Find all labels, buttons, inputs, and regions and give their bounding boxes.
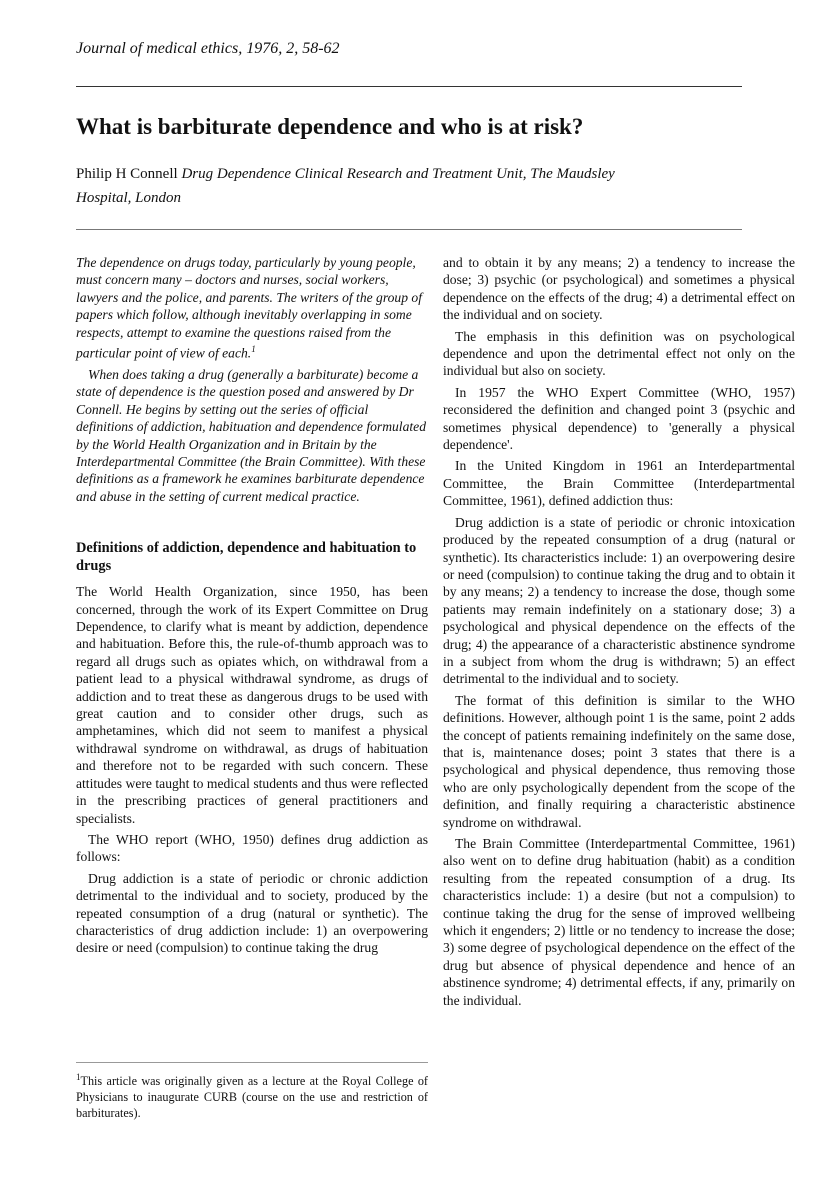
quoted-definition: Drug addiction is a state of periodic or chronic intoxication produced by the repeated consumption of a drug (natural or synthetic). Its characteristics include: 1) an overpowering desire or need (compulsion) to continue taking the drug and to obtain it by any means; 2) a tendency to increase the dose, though some patients may remain indefinitely on a stationary dose; 3) a psychological and physical dependence on the effects of the drug; 4) the appearance of a characteristic abstinence syndrome in a subject from whom the drug is withdrawn; 5) an effect detrimental to the individual and to society. [443, 514, 795, 687]
body-paragraph: The emphasis in this definition was on psychological dependence and upon the detrimental effect not only on the individual but also on society. [443, 328, 795, 379]
body-paragraph: In the United Kingdom in 1961 an Interdepartmental Committee, the Brain Committee (Interdepartmental Committee, 1961), defined addiction thus: [443, 458, 795, 509]
body-paragraph: The World Health Organization, since 1950, has been concerned, through the work of its Expert Committee on Drug Dependence, to clarify what is meant by addiction, dependence and habituation. Before this, the rule-of-thumb approach was to regard all drugs such as opiates which, on withdrawal from a patient lead to a physical withdrawal syndrome, as drugs of addiction and to treat these as dangerous drugs to be used with great caution and to consider other drugs, such as amphetamines, which did not seem to manifest a physical withdrawal syndrome on withdrawal, as drugs of habituation and therefore not to be regarded with such concern. These attitudes were taught to medical students and thus were reflected in the prescribing practices of general practitioners and specialists. [76, 584, 428, 826]
body-paragraph: The format of this definition is similar to the WHO definitions. However, although point 1 is the same, point 2 adds the concept of patients remaining indefinitely on the same dose, that is, maintenance doses; point 3 states that there is a psychological and physical dependence, thus removing those who are only psychologically dependent from the scope of the definition, and finally requiring a characteristic abstinence syndrome on withdrawal. [443, 692, 795, 830]
abstract-paragraph: When does taking a drug (generally a barbiturate) become a state of dependence is the question posed and answered by Dr Connell. He begins by setting out the series of official definitions of addiction, habituation and dependence formulated by the World Health Organization and in Britain by the Interdepartmental Committee (the Brain Committee). With these definitions as a framework he examines barbiturate dependence and abuse in the setting of current medical practice. [76, 366, 426, 504]
body-paragraph: The Brain Committee (Interdepartmental Committee, 1961) also went on to define drug habituation (habit) as a condition resulting from the repeated consumption of a drug. Its characteristics include: 1) a desire (but not a compulsion) to continue taking the drug for the sense of improved wellbeing which it engenders; 2) little or no tendency to increase the dose; 3) some degree of psychological dependence on the effect of the drug but absence of physical dependence and hence of an abstinence syndrome; 4) detrimental effects, if any, primarily on the individual. [443, 836, 795, 1008]
left-column [76, 254, 428, 961]
right-column [443, 254, 795, 1013]
header-rule [76, 86, 742, 87]
body-paragraph: The WHO report (WHO, 1950) defines drug addiction as follows: [76, 831, 428, 865]
footnote-acronym: CURB [203, 1090, 238, 1105]
author-name: Philip H Connell [76, 166, 178, 182]
byline [76, 162, 636, 210]
footnote-marker: 1 [76, 1072, 81, 1082]
article-title: What is barbiturate dependence and who is at risk? [76, 114, 584, 139]
author-affiliation: Drug Dependence Clinical Research and Treatment Unit, The Maudsley Hospital, London [76, 166, 615, 206]
footnote: $^1$This article was originally given as a lecture at the Royal College of Physicians to inaugurate CURB (course on the use and restriction of barbiturates). [76, 1062, 428, 1121]
section-heading: Definitions of addiction, dependence and habituation to drugs [76, 540, 417, 575]
body-paragraph: In 1957 the WHO Expert Committee (WHO, 1957) reconsidered the definition and changed point 3 (psychic and sometimes physical dependence) to 'generally a physical dependence'. [443, 384, 795, 453]
abstract [76, 254, 428, 505]
abstract-paragraph: The dependence on drugs today, particularly by young people, must concern many – doctors and nurses, social workers, lawyers and the police, and parents. The writers of the group of papers which follow, although inevitably overlapping in some respects, attempt to examine the questions raised from the particular point of view of each.$^1$ [76, 255, 422, 361]
body-paragraph: and to obtain it by any means; 2) a tendency to increase the dose; 3) psychic (or psychological) and sometimes a physical dependence on the effects of the drug; 4) a detrimental effect on the individual and on society. [443, 255, 795, 323]
footnote-ref: 1 [251, 344, 256, 355]
journal-citation: Journal of medical ethics, 1976, 2, 58-62 [76, 40, 340, 57]
byline-rule [76, 229, 742, 230]
quoted-definition: Drug addiction is a state of periodic or chronic addiction detrimental to the individual and to society, produced by the repeated consumption of a drug (natural or synthetic). The characteristics of drug addiction include: 1) an overpowering desire or need (compulsion) to continue taking the drug [76, 870, 428, 956]
